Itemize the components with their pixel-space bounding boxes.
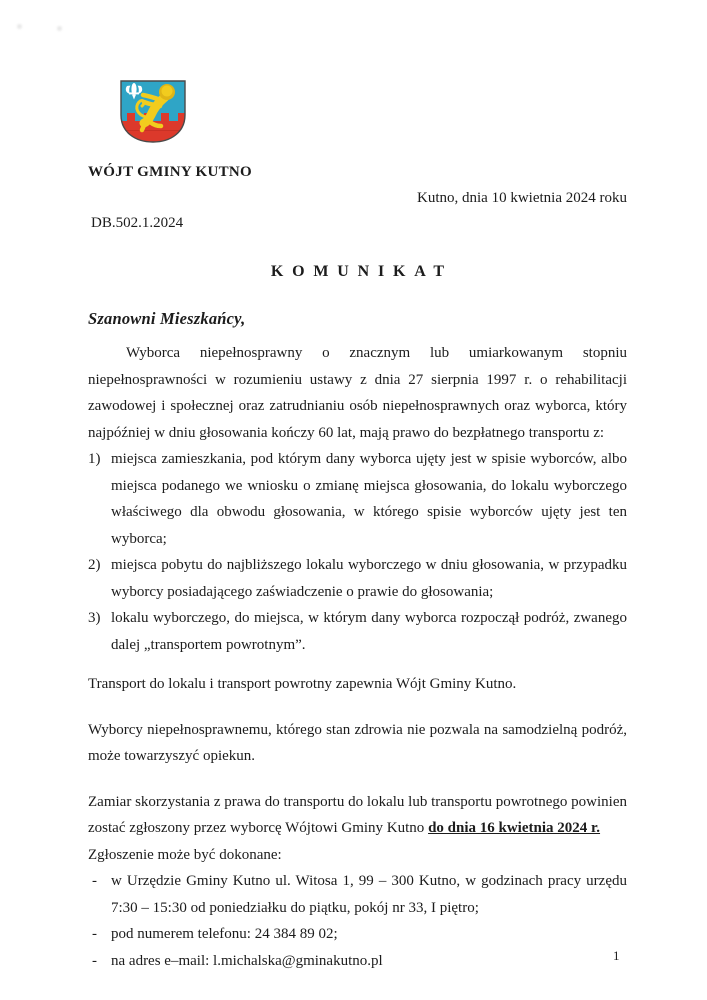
document-body xyxy=(88,163,627,974)
scan-speck xyxy=(57,26,62,31)
document-title: KOMUNIKAT xyxy=(270,263,453,280)
kutno-coat-of-arms xyxy=(118,79,188,150)
intent-text: Zamiar skorzystania z prawa do transportu do lokalu lub transportu powrotnego powinien zostać zgłoszony przez wyborcę Wójtowi Gminy Kutno xyxy=(88,793,627,836)
dash-marker: - xyxy=(92,952,97,969)
dash-marker: - xyxy=(92,873,97,889)
date-line: Kutno, dnia 10 kwietnia 2024 roku xyxy=(417,190,627,206)
reference-number: DB.502.1.2024 xyxy=(91,215,184,231)
deadline-text: do dnia 16 kwietnia 2024 r. xyxy=(428,820,601,836)
numbered-item xyxy=(88,605,627,658)
numbered-item-text: lokalu wyborczego, do miejsca, w którym dany wyborca rozpoczął podróż, zwanego dalej „transportem powrotnym”. xyxy=(111,610,627,653)
scan-speck xyxy=(17,24,22,29)
dash-item xyxy=(88,948,627,975)
issuer-line: WÓJT GMINY KUTNO xyxy=(88,164,252,180)
intent-paragraph xyxy=(88,789,627,842)
list-marker: 3) xyxy=(88,610,101,626)
transport-paragraph: Transport do lokalu i transport powrotny zapewnia Wójt Gminy Kutno. xyxy=(88,676,517,692)
caregiver-paragraph: Wyborcy niepełnosprawnemu, którego stan zdrowia nie pozwala na samodzielną podróż, może towarzyszyć opiekun. xyxy=(88,721,627,764)
dash-item xyxy=(88,868,627,921)
dash-item-text: na adres e–mail: l.michalska@gminakutno.pl xyxy=(111,952,383,969)
list-marker: 2) xyxy=(88,557,101,573)
salutation: Szanowni Mieszkańcy, xyxy=(88,309,246,328)
dash-item xyxy=(88,921,627,948)
numbered-item xyxy=(88,552,627,605)
numbered-item-text: miejsca zamieszkania, pod którym dany wyborca ujęty jest w spisie wyborców, albo miejsca podanego we wniosku o zmianę miejsca głosowania, do lokalu wyborczego właściwego dla obwodu głosowania, w którego spisie wyborców ujęty jest ten wyborca; xyxy=(111,451,627,547)
dash-marker: - xyxy=(92,926,97,942)
wall-brick-line xyxy=(124,130,182,131)
dash-item-text: w Urzędzie Gminy Kutno ul. Witosa 1, 99 – 300 Kutno, w godzinach pracy urzędu 7:30 – 15:30 od poniedziałku do piątku, pokój nr 33, I piętro; xyxy=(111,873,627,916)
numbered-item-text: miejsca pobytu do najbliższego lokalu wyborczego w dniu głosowania, w przypadku wyborcy posiadającego zaświadczenie o prawie do głosowania; xyxy=(111,557,627,600)
submission-line: Zgłoszenie może być dokonane: xyxy=(88,846,282,863)
intro-paragraph: Wyborca niepełnosprawny o znacznym lub umiarkowanym stopniu niepełnosprawności w rozumieniu ustawy z dnia 27 sierpnia 1997 r. o rehabilitacji zawodowej i społecznej oraz zatrudnianiu osób niepełnosprawnych oraz wyborca, który najpóźniej w dniu głosowania kończy 60 lat, mają prawo do bezpłatnego transportu z: xyxy=(88,345,627,441)
page-number: 1 xyxy=(613,948,620,963)
numbered-item xyxy=(88,446,627,552)
dash-item-text: pod numerem telefonu: 24 384 89 02; xyxy=(111,926,338,942)
coat-of-arms-icon xyxy=(118,79,188,145)
list-marker: 1) xyxy=(88,451,101,467)
